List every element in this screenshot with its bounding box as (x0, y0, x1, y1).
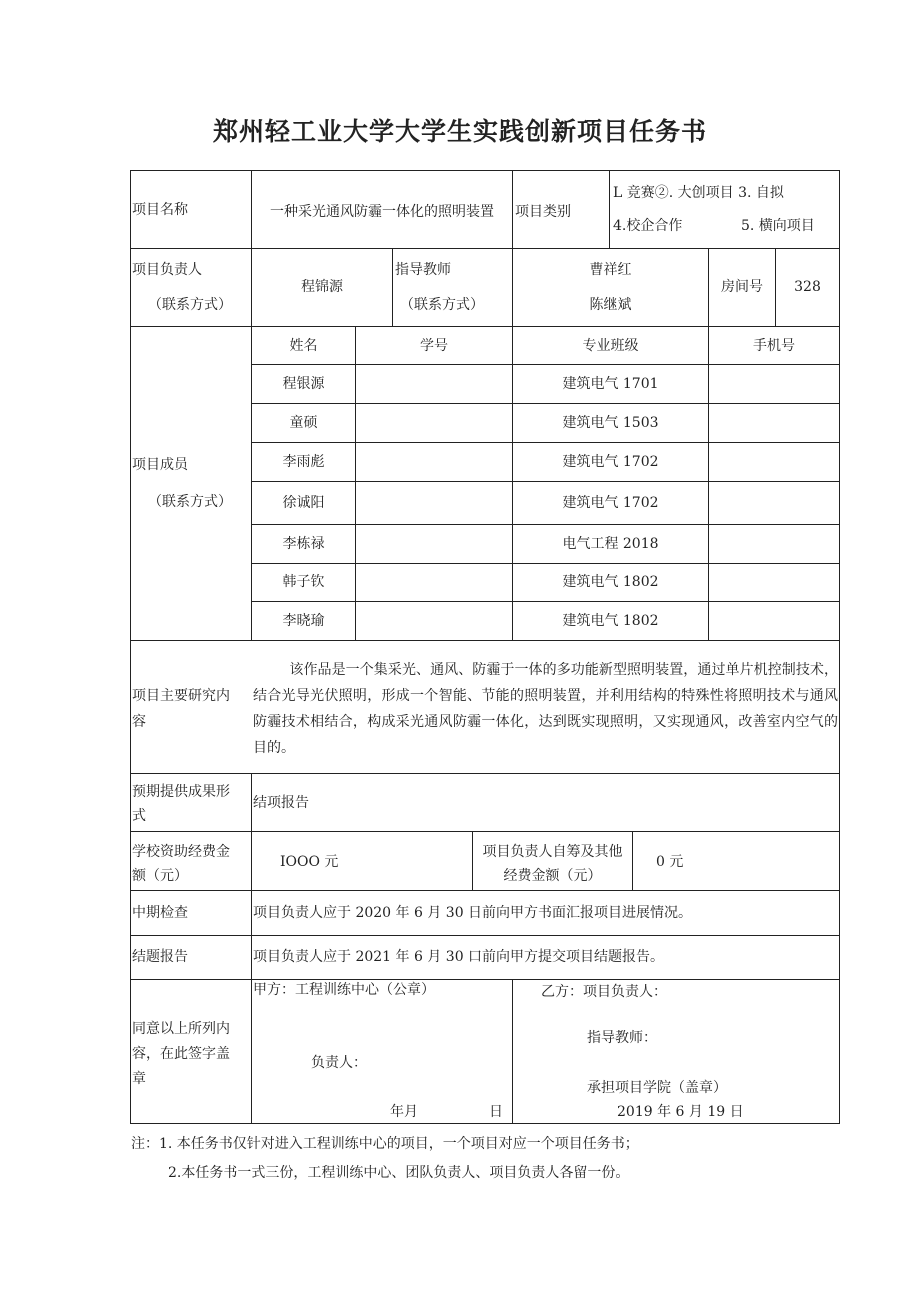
note-line-1: 注：1. 本任务书仅针对进入工程训练中心的项目，一个项目对应一个项目任务书； (131, 1136, 639, 1152)
page-title: 郑州轻工业大学大学生实践创新项目任务书 (212, 117, 707, 146)
member-name: 李雨彪 (282, 454, 325, 470)
col-line (512, 979, 513, 1124)
party-b-college: 承担项目学院（盖章） (587, 1080, 727, 1096)
row-line (130, 248, 840, 249)
party-a-person: 负责人： (311, 1055, 367, 1071)
final-report-label: 结题报告 (132, 949, 188, 965)
project-type-label: 项目类别 (515, 204, 571, 220)
col-line (632, 831, 633, 890)
member-name: 李栋禄 (282, 536, 325, 552)
member-major-class: 建筑电气 1702 (562, 454, 659, 470)
room-value: 328 (794, 279, 821, 295)
advisor-name-2: 陈继斌 (589, 297, 632, 313)
signature-label: 同意以上所列内 (132, 1021, 230, 1037)
self-funding-label-cont: 经费金额（元） (503, 868, 602, 884)
members-contact-label: （联系方式） (148, 494, 232, 510)
outcome-label-cont: 式 (132, 808, 146, 824)
col-line (355, 326, 356, 640)
row-line (252, 364, 840, 365)
note-line-2: 2.本任务书一式三份，工程训练中心、团队负责人、项目负责人各留一份。 (168, 1165, 630, 1181)
final-report-value: 项目负责人应于 2021 年 6 月 30 口前向甲方提交项目结题报告。 (253, 949, 665, 965)
party-a-date-month: 年月 (390, 1104, 418, 1120)
research-content: 该作品是一个集采光、通风、防霾于一体的多功能新型照明装置，通过单片机控制技术，结合光导光伏照明，形成一个智能、节能的照明装置，并利用结构的特殊性将照明技术与通风防霾技术相结合，构成采光通风防霾一体化，达到既实现照明，又实现通风，改善室内空气的目的。 (253, 662, 838, 756)
members-header-name: 姓名 (289, 338, 318, 354)
col-line (251, 170, 252, 640)
row-line (130, 773, 840, 774)
member-name: 童硕 (289, 415, 318, 431)
party-b-advisor: 指导教师： (587, 1030, 657, 1046)
project-name-value: 一种采光通风防霾一体化的照明装置 (270, 204, 494, 220)
party-a-date-day: 日 (489, 1104, 503, 1120)
midterm-label: 中期检查 (132, 905, 188, 921)
members-header-student-id: 学号 (420, 338, 448, 354)
advisor-label: 指导教师 (395, 262, 451, 278)
col-line (251, 773, 252, 1124)
member-name: 程银源 (282, 376, 325, 392)
row-line (130, 640, 840, 641)
table-border-bottom (130, 1123, 840, 1124)
school-funding-label: 学校资助经费金 (132, 844, 230, 860)
member-major-class: 建筑电气 1802 (562, 613, 659, 629)
room-label: 房间号 (721, 279, 763, 295)
table-border-top (130, 170, 840, 171)
leader-label: 项目负责人 (132, 262, 202, 278)
col-line (512, 170, 513, 248)
col-line (392, 248, 393, 326)
row-line (252, 403, 840, 404)
member-name: 徐诚阳 (282, 495, 325, 511)
midterm-value: 项目负责人应于 2020 年 6 月 30 日前向甲方书面汇报项目进展情况。 (253, 905, 693, 921)
row-line (130, 979, 840, 980)
party-a: 甲方：工程训练中心（公章） (253, 982, 435, 998)
party-b-date: 2019 年 6 月 19 日 (617, 1104, 744, 1120)
row-line (130, 831, 840, 832)
row-line (130, 935, 840, 936)
research-label-cont: 容 (132, 714, 146, 730)
row-line (252, 442, 840, 443)
member-major-class: 建筑电气 1503 (562, 415, 659, 431)
members-label: 项目成员 (132, 457, 188, 473)
table-border-left (130, 170, 131, 1124)
research-label: 项目主要研究内 (132, 688, 230, 704)
members-header-phone: 手机号 (753, 338, 795, 354)
project-type-option-5: 5. 横向项目 (741, 218, 815, 234)
self-funding-label: 项目负责人自筹及其他 (482, 844, 623, 860)
advisor-contact-label: （联系方式） (400, 297, 484, 313)
project-name-label: 项目名称 (132, 202, 188, 218)
project-type-options-line1: L 竞赛②. 大创项目 3. 自拟 (613, 185, 784, 201)
row-line (252, 481, 840, 482)
outcome-value: 结项报告 (253, 795, 309, 811)
member-major-class: 建筑电气 1802 (562, 574, 659, 590)
member-major-class: 建筑电气 1701 (562, 376, 659, 392)
school-funding-label-cont: 额（元） (132, 868, 188, 884)
row-line (130, 890, 840, 891)
outcome-label: 预期提供成果形 (132, 784, 230, 800)
member-name: 李晓瑜 (282, 613, 325, 629)
col-line (708, 248, 709, 640)
member-major-class: 电气工程 2018 (562, 536, 659, 552)
self-funding-value: 0 元 (656, 854, 684, 870)
school-funding-value: IOOO 元 (280, 854, 339, 870)
member-name: 韩子钦 (282, 574, 325, 590)
table-border-right (839, 170, 840, 1124)
row-line (252, 563, 840, 564)
project-type-option-4: 4.校企合作 (613, 218, 683, 234)
row-line (252, 524, 840, 525)
party-b: 乙方：项目负责人： (541, 984, 667, 1000)
members-header-major-class: 专业班级 (582, 338, 639, 354)
signature-label-end: 章 (132, 1071, 146, 1087)
col-line (609, 170, 610, 248)
advisor-name-1: 曹祥红 (589, 262, 632, 278)
leader-name: 程锦源 (301, 279, 343, 295)
row-line (252, 601, 840, 602)
signature-label-cont: 容，在此签字盖 (132, 1046, 230, 1062)
member-major-class: 建筑电气 1702 (562, 495, 659, 511)
leader-contact-label: （联系方式） (148, 297, 232, 313)
row-line (130, 326, 840, 327)
